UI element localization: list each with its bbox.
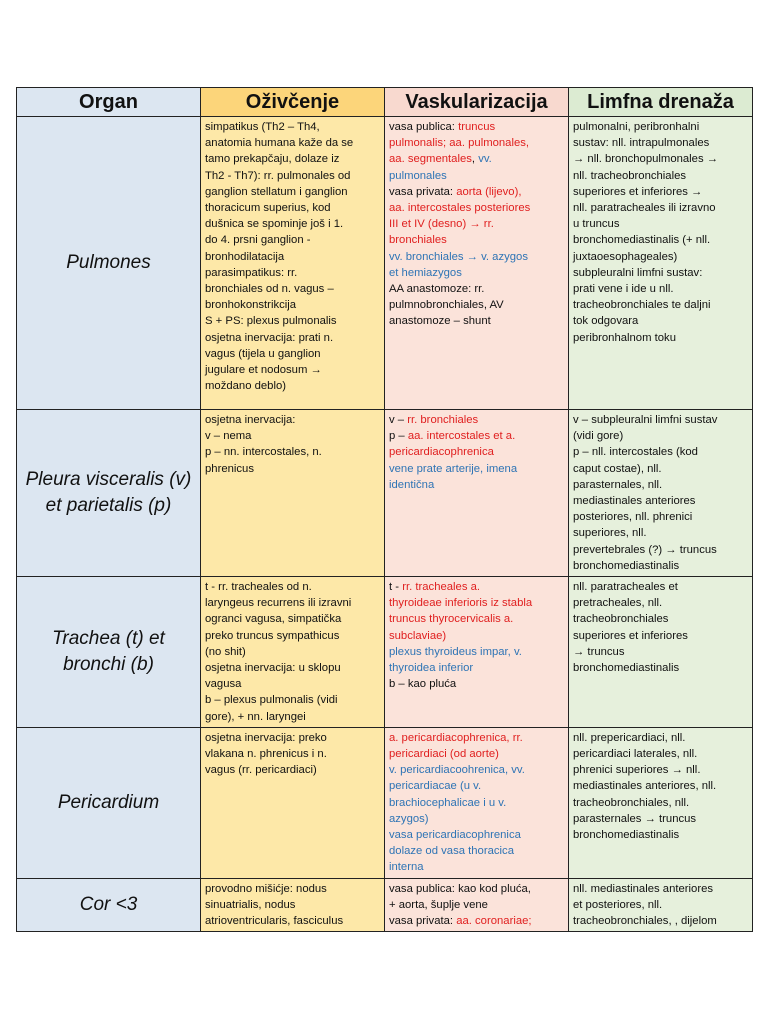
vaskularizacija-cell xyxy=(385,727,569,878)
cell-line: t - rr. tracheales od n. xyxy=(205,581,312,594)
text-segment: dolaze od vasa thoracica xyxy=(389,845,514,858)
cell-line: sustav: nll. intrapulmonales xyxy=(573,137,710,150)
text-segment: vene prate arterije, imena xyxy=(389,462,518,475)
cell-line: bronchiales od n. vagus – xyxy=(205,283,334,296)
cell-line: pulmonalni, peribronhalni xyxy=(573,121,700,133)
text-segment: identična xyxy=(389,478,435,491)
text-segment: plexus thyroideus impar, v. xyxy=(389,645,522,658)
cell-line: thoracicum superius, kod xyxy=(205,202,331,215)
cell-line: S + PS: plexus pulmonalis xyxy=(205,315,337,328)
limfna-drenaza-cell xyxy=(569,117,753,410)
text-segment: III et IV (desno) → rr. xyxy=(389,218,494,231)
cell-line: preko truncus sympathicus xyxy=(205,629,340,642)
cell-line: superiores, nll. xyxy=(573,527,647,540)
cell-line: nll. prepericardiaci, nll. xyxy=(573,731,686,744)
cell-line: tracheobronchiales te daljni xyxy=(573,299,711,312)
limfna-drenaza-cell xyxy=(569,727,753,878)
cell-line: osjetna inervacija: preko xyxy=(205,731,327,744)
cell-line xyxy=(389,660,564,676)
cell-line: osjetna inervacija: xyxy=(205,414,296,426)
cell-line: sinuatrialis, nodus xyxy=(205,898,296,911)
cell-line xyxy=(389,644,564,660)
cell-line xyxy=(389,412,564,428)
cell-line: mediastinales anteriores xyxy=(573,495,696,508)
cell-line xyxy=(389,313,564,329)
text-segment: truncus xyxy=(458,121,496,133)
text-segment: et hemiazygos xyxy=(389,266,462,279)
cell-line: juxtaoesophageales) xyxy=(573,250,678,263)
cell-line: p – nll. intercostales (kod xyxy=(573,446,698,459)
cell-line xyxy=(389,611,564,627)
limfna-drenaza-cell xyxy=(569,410,753,577)
cell-line: tracheobronchiales, nll. xyxy=(573,796,690,809)
cell-line: tracheobronchiales xyxy=(573,613,669,626)
cell-line xyxy=(389,811,564,827)
header-limfna-drenaza: Limfna drenaža xyxy=(569,88,753,117)
cell-line: (no shit) xyxy=(205,645,246,658)
cell-line: prati vene i ide u nll. xyxy=(573,283,674,296)
vaskularizacija-cell xyxy=(385,117,569,410)
cell-line: moždano deblo) xyxy=(205,380,287,393)
cell-line: bronhodilatacija xyxy=(205,250,285,263)
cell-line: → nll. bronchopulmonales → xyxy=(573,153,719,166)
text-segment: pericardiaci (od aorte) xyxy=(389,748,499,761)
cell-line: bronhokonstrikcija xyxy=(205,299,297,312)
cell-line xyxy=(389,265,564,281)
text-segment: pericardiacophrenica xyxy=(389,446,494,459)
text-segment: b – kao pluća xyxy=(389,678,457,691)
cell-line: laryngeus recurrens ili izravni xyxy=(205,597,352,610)
cell-line xyxy=(389,281,564,297)
cell-line: nll. tracheobronchiales xyxy=(573,169,687,182)
cell-line: gore), + nn. laryngei xyxy=(205,710,306,723)
cell-line xyxy=(389,595,564,611)
cell-line: ganglion stellatum i ganglion xyxy=(205,185,348,198)
cell-line: b – plexus pulmonalis (vidi xyxy=(205,694,338,707)
cell-line xyxy=(389,746,564,762)
cell-line xyxy=(389,168,564,184)
cell-line: phrenici superiores → nll. xyxy=(573,764,701,777)
vaskularizacija-cell xyxy=(385,577,569,728)
cell-line: Th2 - Th7): rr. pulmonales od xyxy=(205,169,351,182)
cell-line: p – nn. intercostales, n. xyxy=(205,446,322,459)
text-segment: truncus thyrocervicalis a. xyxy=(389,613,514,626)
cell-line xyxy=(389,762,564,778)
cell-line: bronchomediastinalis (+ nll. xyxy=(573,234,711,247)
text-segment: subclaviae) xyxy=(389,629,447,642)
ozivcenje-cell xyxy=(201,117,385,410)
cell-line: superiores et inferiores xyxy=(573,629,688,642)
cell-line xyxy=(389,676,564,692)
anatomy-table xyxy=(16,87,753,932)
cell-line: vagus (rr. pericardiaci) xyxy=(205,764,317,777)
cell-line: bronchomediastinalis xyxy=(573,559,680,572)
vaskularizacija-cell xyxy=(385,878,569,932)
text-segment: azygos) xyxy=(389,812,429,825)
text-segment: + aorta, šuplje vene xyxy=(389,898,488,911)
cell-line xyxy=(389,913,564,929)
cell-line xyxy=(389,579,564,595)
cell-line: simpatikus (Th2 – Th4, xyxy=(205,121,320,133)
text-segment: v – xyxy=(389,414,408,426)
cell-line: osjetna inervacija: prati n. xyxy=(205,331,334,344)
cell-line xyxy=(389,859,564,875)
cell-line: phrenicus xyxy=(205,462,254,475)
cell-line: parasternales, nll. xyxy=(573,478,663,491)
header-ozivcenje: Oživčenje xyxy=(201,88,385,117)
organ-cell: Cor <3 xyxy=(17,878,201,932)
cell-line xyxy=(389,184,564,200)
organ-cell: Pulmones xyxy=(17,117,201,410)
cell-line: vlakana n. phrenicus i n. xyxy=(205,748,327,761)
ozivcenje-cell xyxy=(201,727,385,878)
cell-line: (vidi gore) xyxy=(573,430,624,443)
text-segment: vv. bronchiales → v. azygos xyxy=(389,250,528,263)
cell-line: provodno mišićje: nodus xyxy=(205,882,327,895)
table-row xyxy=(17,878,753,932)
cell-line: v – nema xyxy=(205,430,252,443)
cell-line: peribronhalnom toku xyxy=(573,331,676,344)
cell-line: caput costae), nll. xyxy=(573,462,662,475)
organ-cell: Pleura visceralis (v) et parietalis (p) xyxy=(17,410,201,577)
cell-line: atrioventricularis, fasciculus xyxy=(205,915,344,928)
header-vaskularizacija: Vaskularizacija xyxy=(385,88,569,117)
cell-line xyxy=(389,628,564,644)
text-segment: pericardiacae (u v. xyxy=(389,780,482,793)
cell-line: jugulare et nodosum → xyxy=(205,364,322,377)
cell-line xyxy=(389,200,564,216)
cell-line: superiores et inferiores → xyxy=(573,185,703,198)
cell-line: anatomia humana kaže da se xyxy=(205,137,354,150)
cell-line: vagusa xyxy=(205,678,242,691)
text-segment: pulmnobronchiales, AV xyxy=(389,299,504,312)
cell-line xyxy=(389,297,564,313)
cell-line xyxy=(389,444,564,460)
text-segment: aa. intercostales posteriores xyxy=(389,202,531,215)
limfna-drenaza-cell xyxy=(569,577,753,728)
organ-cell: Trachea (t) et bronchi (b) xyxy=(17,577,201,728)
cell-line: subpleuralni limfni sustav: xyxy=(573,266,703,279)
cell-line: prevertebrales (?) → truncus xyxy=(573,543,717,556)
ozivcenje-cell xyxy=(201,577,385,728)
header-row xyxy=(17,88,753,117)
cell-line: bronchomediastinalis xyxy=(573,829,680,842)
cell-line xyxy=(389,232,564,248)
cell-line: posteriores, nll. phrenici xyxy=(573,511,693,524)
text-segment: anastomoze – shunt xyxy=(389,315,491,328)
table-row xyxy=(17,577,753,728)
cell-line: vagus (tijela u ganglion xyxy=(205,347,321,360)
cell-line: osjetna inervacija: u sklopu xyxy=(205,662,341,675)
cell-line: pretracheales, nll. xyxy=(573,597,663,610)
text-segment: AA anastomoze: rr. xyxy=(389,283,485,296)
text-segment: aa. segmentales xyxy=(389,153,472,166)
cell-line xyxy=(389,881,564,897)
cell-line: u truncus xyxy=(573,218,620,231)
cell-line xyxy=(389,428,564,444)
cell-line: bronchomediastinalis xyxy=(573,662,680,675)
cell-line xyxy=(389,843,564,859)
table-row xyxy=(17,117,753,410)
text-segment: brachiocephalicae i u v. xyxy=(389,796,507,809)
limfna-drenaza-cell xyxy=(569,878,753,932)
header-organ: Organ xyxy=(17,88,201,117)
cell-line xyxy=(389,216,564,232)
cell-line xyxy=(389,135,564,151)
cell-line: parasternales → truncus xyxy=(573,812,697,825)
text-segment: v. pericardiacoohrenica, vv. xyxy=(389,764,525,777)
text-segment: pulmonalis; aa. pulmonales, xyxy=(389,137,530,150)
cell-line xyxy=(389,249,564,265)
cell-line: nll. paratracheales et xyxy=(573,581,678,594)
cell-line: parasimpatikus: rr. xyxy=(205,266,298,279)
cell-line xyxy=(389,477,564,493)
text-segment: vasa publica: xyxy=(389,121,459,133)
text-segment: bronchiales xyxy=(389,234,447,247)
cell-line: → truncus xyxy=(573,645,625,658)
cell-line xyxy=(389,151,564,167)
organ-cell: Pericardium xyxy=(17,727,201,878)
text-segment: aorta (lijevo), xyxy=(456,185,522,198)
cell-line: tracheobronchiales, , dijelom xyxy=(573,915,717,928)
cell-line xyxy=(389,795,564,811)
text-segment: thyroideae inferioris iz stabla xyxy=(389,597,533,610)
text-segment: vv. xyxy=(478,153,492,166)
cell-line: ogranci vagusa, simpatička xyxy=(205,613,342,626)
cell-line xyxy=(389,730,564,746)
cell-line: do 4. prsni ganglion - xyxy=(205,234,311,247)
text-segment: a. pericardiacophrenica, rr. xyxy=(389,731,523,744)
text-segment: vasa publica: kao kod pluća, xyxy=(389,882,531,895)
cell-line: et posteriores, nll. xyxy=(573,898,663,911)
cell-line: pericardiaci laterales, nll. xyxy=(573,748,698,761)
table-row xyxy=(17,410,753,577)
text-segment: rr. tracheales a. xyxy=(402,581,481,594)
cell-line: nll. mediastinales anteriores xyxy=(573,882,714,895)
text-segment: rr. bronchiales xyxy=(407,414,479,426)
text-segment: pulmonales xyxy=(389,169,447,182)
cell-line: tamo prekapčaju, dolaze iz xyxy=(205,153,340,166)
cell-line xyxy=(389,461,564,477)
cell-line xyxy=(389,827,564,843)
cell-line xyxy=(389,119,564,135)
ozivcenje-cell xyxy=(201,878,385,932)
text-segment: thyroidea inferior xyxy=(389,662,474,675)
ozivcenje-cell xyxy=(201,410,385,577)
cell-line xyxy=(389,897,564,913)
text-segment: interna xyxy=(389,861,424,874)
cell-line: v – subpleuralni limfni sustav xyxy=(573,414,718,426)
text-segment: p – xyxy=(389,430,408,443)
text-segment: vasa privata: xyxy=(389,185,457,198)
cell-line: tok odgovara xyxy=(573,315,639,328)
cell-line: mediastinales anteriores, nll. xyxy=(573,780,717,793)
cell-line: dušnica se spominje još i 1. xyxy=(205,218,344,231)
cell-line xyxy=(389,778,564,794)
text-segment: vasa pericardiacophrenica xyxy=(389,829,521,842)
text-segment: aa. intercostales et a. xyxy=(407,430,516,443)
text-segment: t - xyxy=(389,581,403,594)
table-row xyxy=(17,727,753,878)
text-segment: vasa privata: xyxy=(389,915,457,928)
vaskularizacija-cell xyxy=(385,410,569,577)
text-segment: , xyxy=(471,153,479,166)
cell-line: nll. paratracheales ili izravno xyxy=(573,202,716,215)
text-segment: aa. coronariae; xyxy=(456,915,532,928)
